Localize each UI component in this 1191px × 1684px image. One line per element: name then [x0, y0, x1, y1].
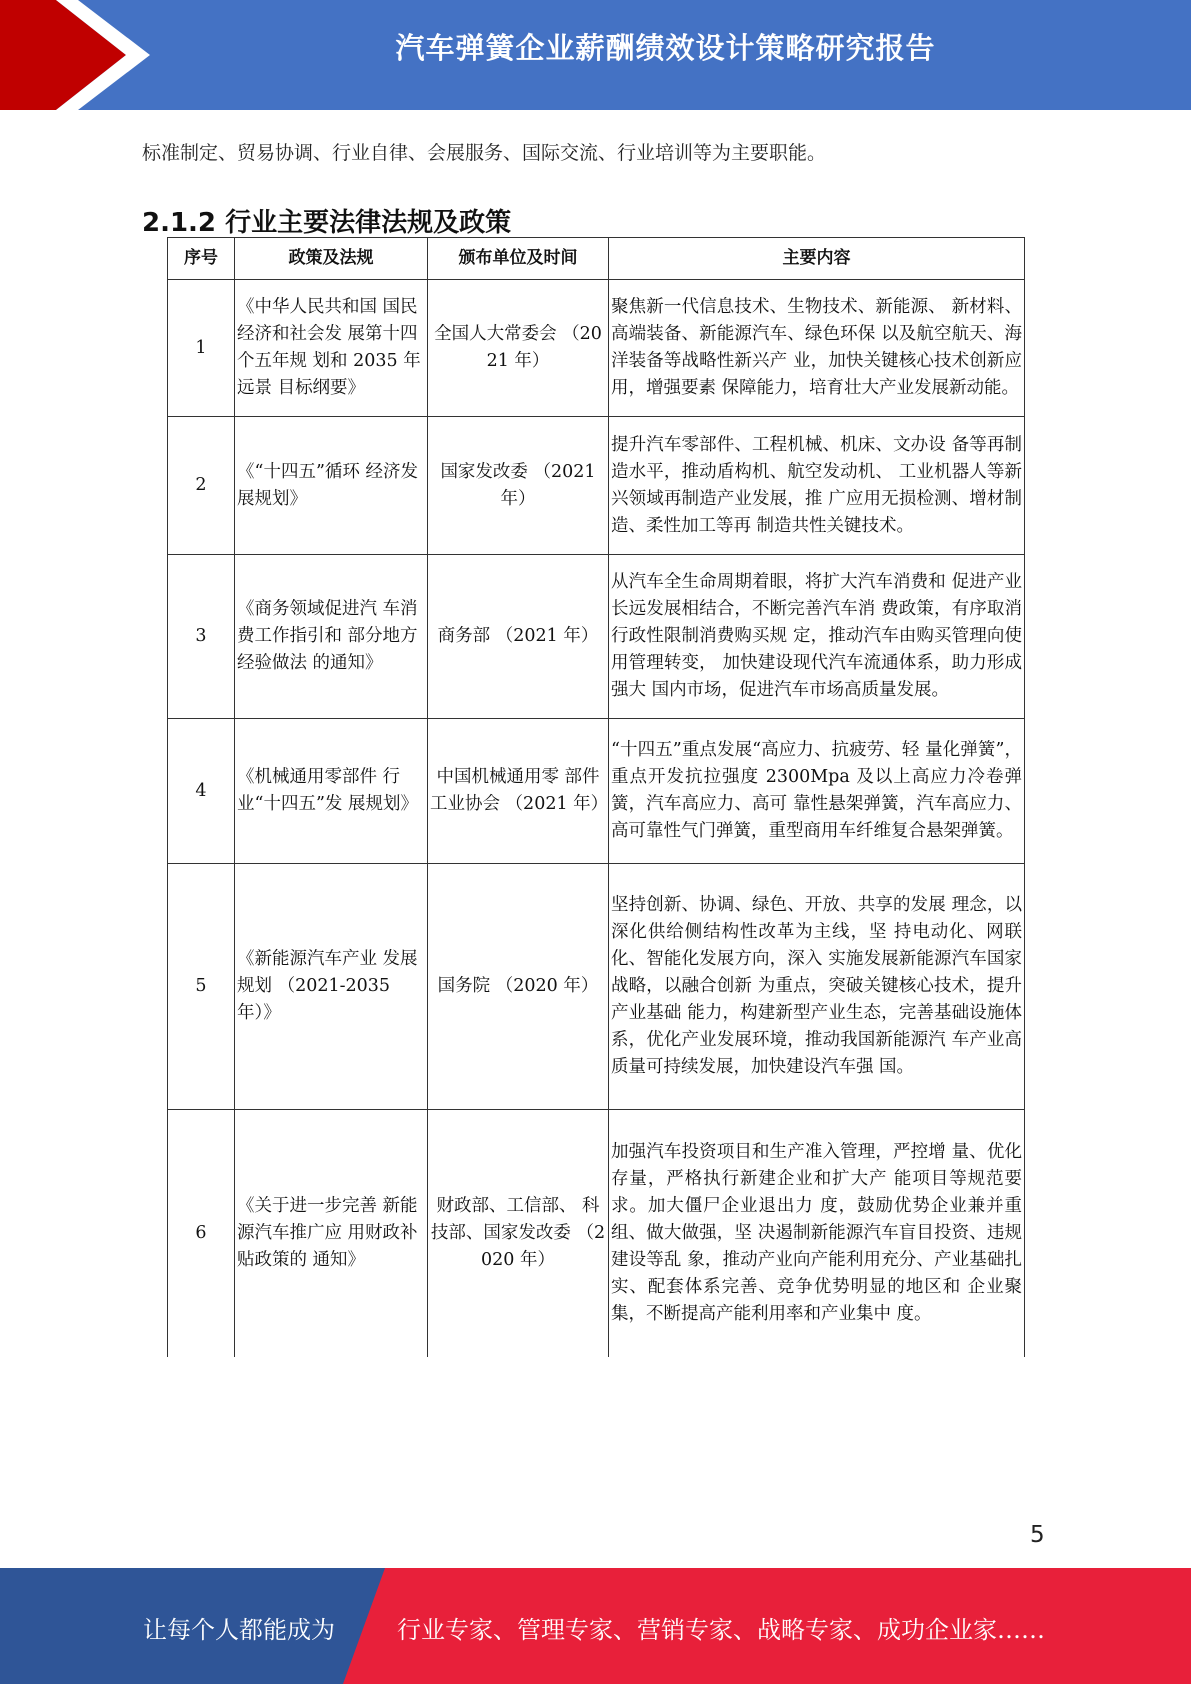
row-content: 提升汽车零部件、工程机械、机床、文办设 备等再制造水平，推动盾构机、航空发动机、 工业机器人等新兴领域再制造产业发展，推 广应用无损检测、增材制造、柔性加工等再 制造共性关键技术。 — [609, 417, 1025, 555]
table-row — [168, 1110, 1025, 1357]
row-no: 5 — [168, 864, 235, 1110]
row-policy: 《机械通用零部件 行业“十四五”发 展规划》 — [235, 719, 428, 864]
row-policy: 《中华人民共和国 国民经济和社会发 展第十四个五年规 划和 2035 年远景 目标纲要》 — [235, 280, 428, 417]
row-issuer: 国务院 （2020 年） — [428, 864, 609, 1110]
row-content: “十四五”重点发展“高应力、抗疲劳、轻 量化弹簧”，重点开发抗拉强度 2300Mpa 及以上高应力冷卷弹簧，汽车高应力、高可 靠性悬架弹簧，汽车高应力、高可靠性气门弹簧，重型商用车纤维复合悬架弹簧。 — [609, 719, 1025, 864]
row-no: 1 — [168, 280, 235, 417]
row-no: 4 — [168, 719, 235, 864]
header-title: 汽车弹簧企业薪酬绩效设计策略研究报告 — [395, 31, 936, 65]
header-policy: 政策及法规 — [235, 238, 428, 280]
page-header — [0, 0, 1191, 110]
table-row — [168, 417, 1025, 555]
row-issuer: 财政部、工信部、 科技部、国家发改委 （2020 年） — [428, 1110, 609, 1357]
header-no: 序号 — [168, 238, 235, 280]
header-issuer: 颁布单位及时间 — [428, 238, 609, 280]
row-issuer: 中国机械通用零 部件工业协会 （2021 年） — [428, 719, 609, 864]
table-header-row — [168, 238, 1025, 280]
row-policy: 《商务领域促进汽 车消费工作指引和 部分地方经验做法 的通知》 — [235, 555, 428, 719]
table-row — [168, 280, 1025, 417]
row-content: 聚焦新一代信息技术、生物技术、新能源、 新材料、高端装备、新能源汽车、绿色环保 以及航空航天、海洋装备等战略性新兴产 业，加快关键核心技术创新应用，增强要素 保障能力，培育壮大产业发展新动能。 — [609, 280, 1025, 417]
page-number: 5 — [1030, 1522, 1045, 1548]
row-content: 坚持创新、协调、绿色、开放、共享的发展 理念，以深化供给侧结构性改革为主线，坚 持电动化、网联化、智能化发展方向，深入 实施发展新能源汽车国家战略，以融合创新 为重点，突破关键核心技术，提升产业基础 能力，构建新型产业生态，完善基础设施体 系，优化产业发展环境，推动我国新能源汽 车产业高质量可持续发展，加快建设汽车强 国。 — [609, 864, 1025, 1110]
row-policy: 《“十四五”循环 经济发展规划》 — [235, 417, 428, 555]
row-content: 从汽车全生命周期着眼，将扩大汽车消费和 促进产业长远发展相结合，不断完善汽车消 费政策，有序取消行政性限制消费购买规 定，推动汽车由购买管理向使用管理转变， 加快建设现代汽车流通体系，助力形成强大 国内市场，促进汽车市场高质量发展。 — [609, 555, 1025, 719]
policy-table — [167, 237, 1025, 1357]
section-heading: 2.1.2 行业主要法律法规及政策 — [142, 208, 512, 238]
row-issuer: 全国人大常委会 （2021 年） — [428, 280, 609, 417]
table-row — [168, 719, 1025, 864]
footer-slogan-left: 让每个人都能成为 — [143, 1616, 335, 1644]
row-issuer: 商务部 （2021 年） — [428, 555, 609, 719]
row-no: 3 — [168, 555, 235, 719]
row-issuer: 国家发改委 （2021 年） — [428, 417, 609, 555]
table-row — [168, 555, 1025, 719]
row-no: 6 — [168, 1110, 235, 1357]
page-footer — [0, 1568, 1191, 1684]
table-row — [168, 864, 1025, 1110]
header-content: 主要内容 — [609, 238, 1025, 280]
intro-text: 标准制定、贸易协调、行业自律、会展服务、国际交流、行业培训等为主要职能。 — [142, 142, 827, 164]
row-policy: 《关于进一步完善 新能源汽车推广应 用财政补贴政策的 通知》 — [235, 1110, 428, 1357]
row-no: 2 — [168, 417, 235, 555]
row-policy: 《新能源汽车产业 发展规划 （2021-2035 年）》 — [235, 864, 428, 1110]
footer-slogan-right: 行业专家、管理专家、营销专家、战略专家、成功企业家…… — [397, 1616, 1045, 1644]
row-content: 加强汽车投资项目和生产准入管理，严控增 量、优化存量，严格执行新建企业和扩大产 能项目等规范要求。加大僵尸企业退出力 度，鼓励优势企业兼并重组、做大做强，坚 决遏制新能源汽车盲目投资、违规建设等乱 象，推动产业向产能利用充分、产业基础扎 实、配套体系完善、竞争优势明显的地区和 企业聚集，不断提高产能利用率和产业集中 度。 — [609, 1110, 1025, 1357]
